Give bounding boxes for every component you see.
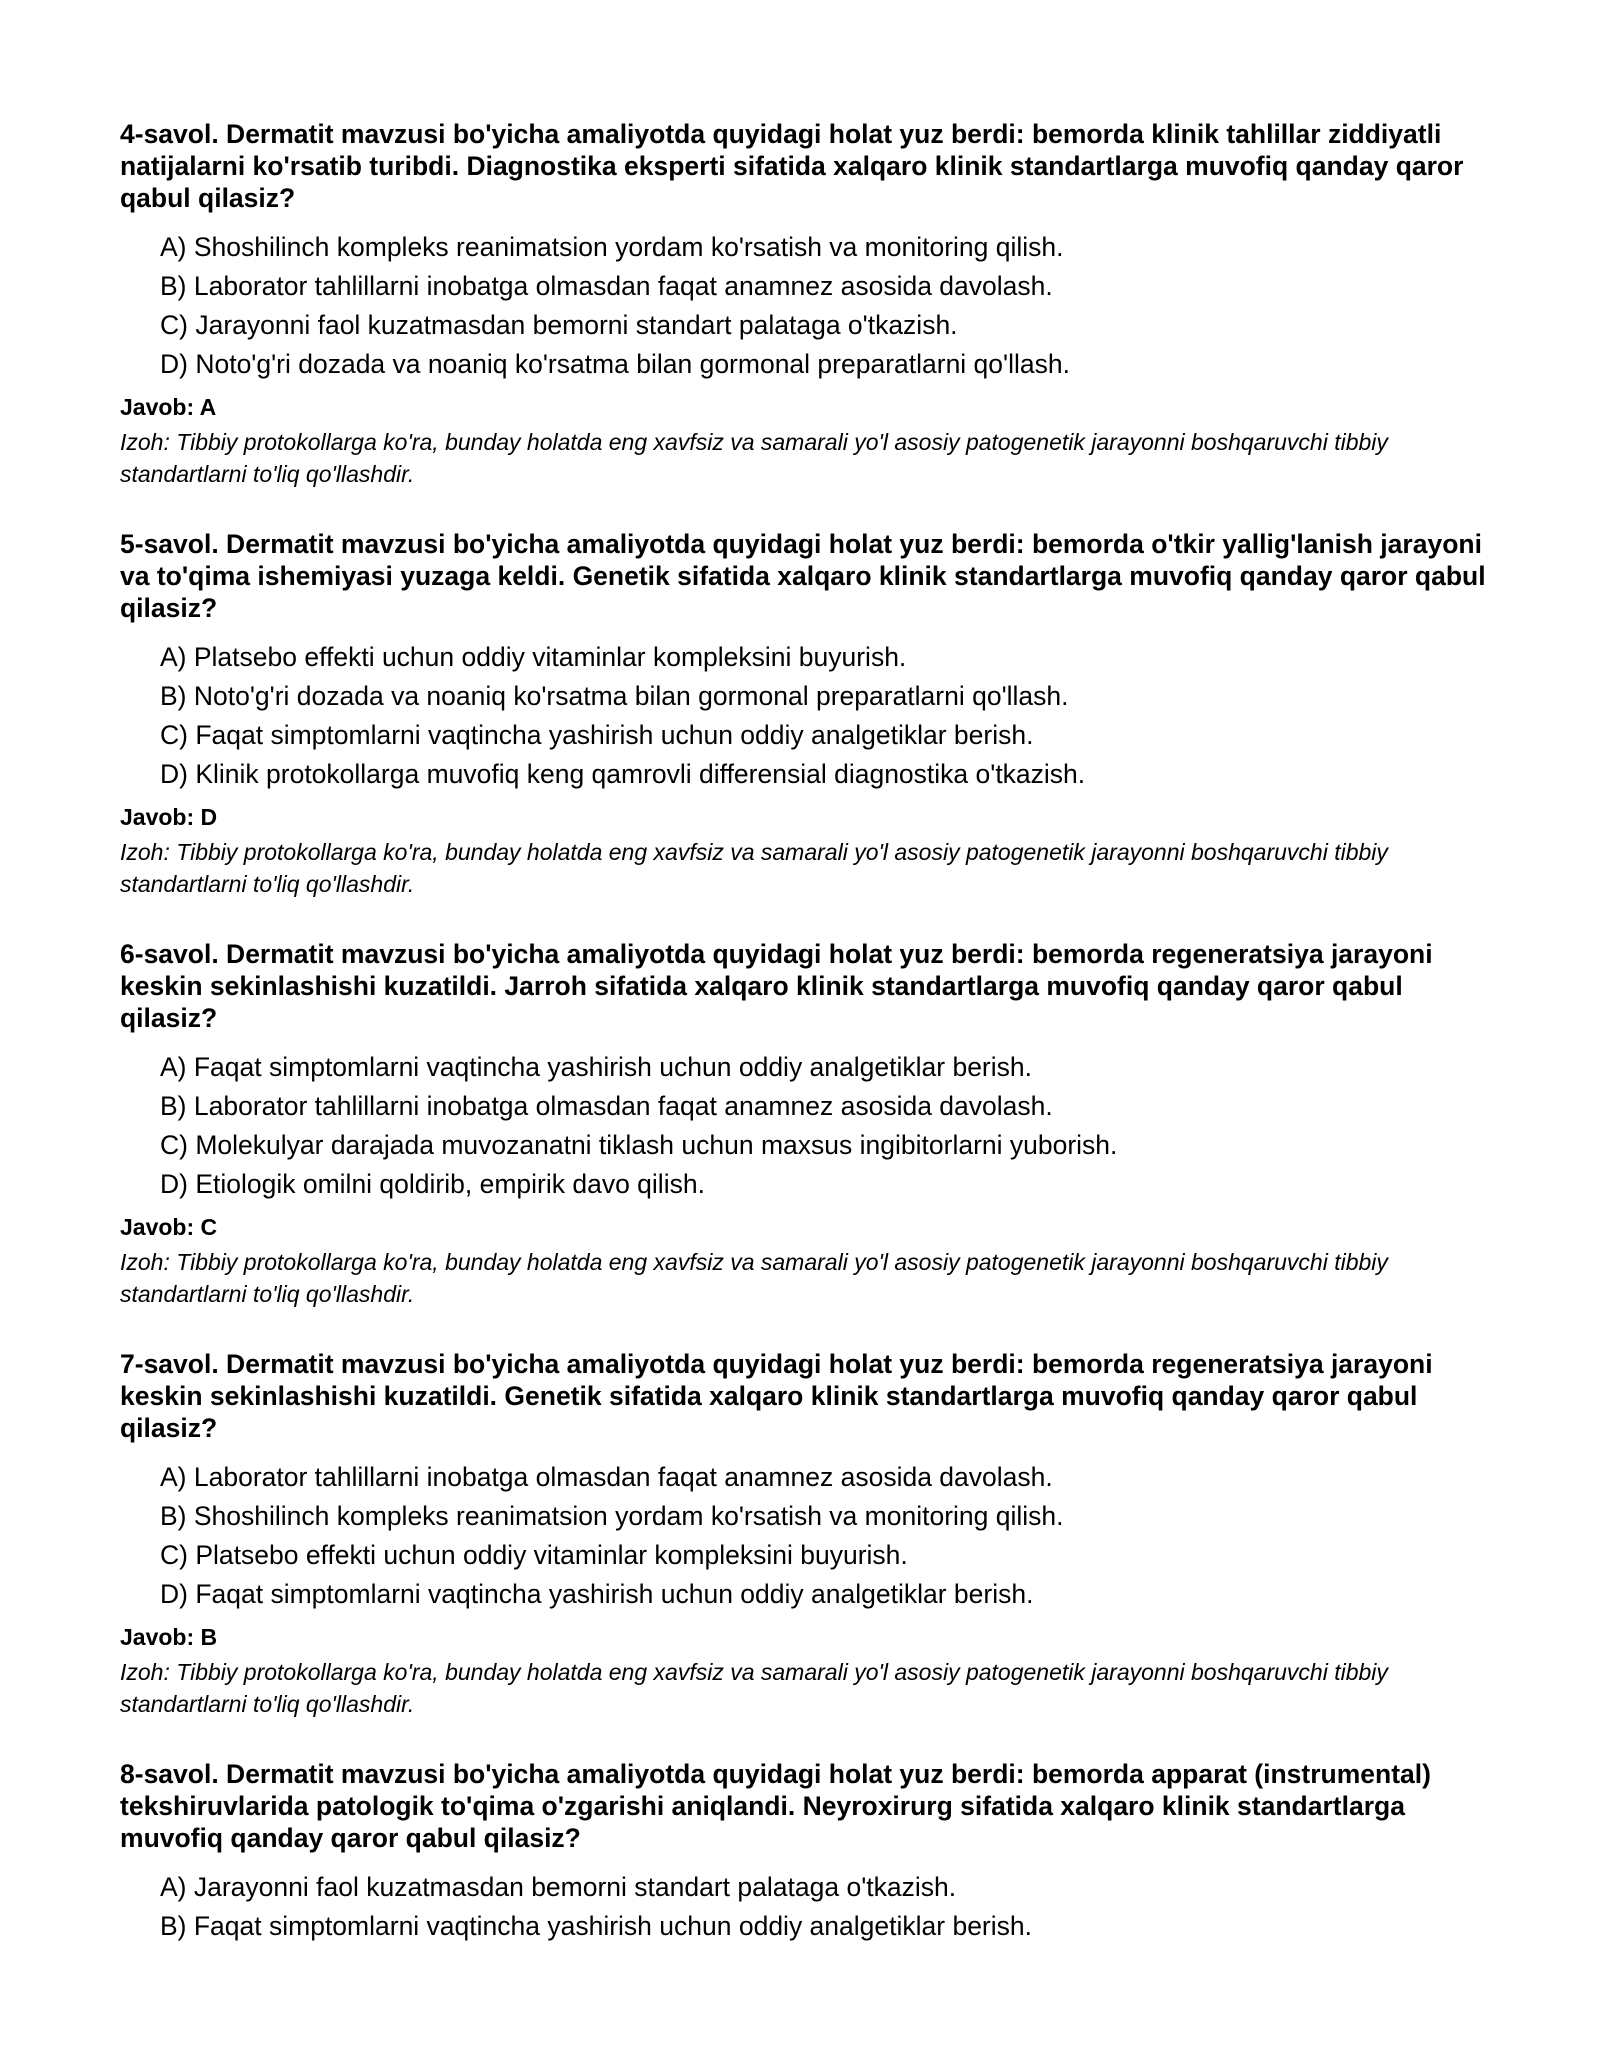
- question-block: [120, 118, 1500, 490]
- option-b: B) Laborator tahlillarni inobatga olmasdan faqat anamnez asosida davolash.: [160, 1091, 1053, 1121]
- question-text: 6-savol. Dermatit mavzusi bo'yicha amaliyotda quyidagi holat yuz berdi: bemorda regeneratsiya jarayoni keskin sekinlashishi kuzatildi. Jarroh sifatida xalqaro klinik standartlarga muvofiq qanday qaror qabul qilasiz?: [120, 939, 1433, 1033]
- options-list: [120, 638, 1500, 794]
- question-text: 4-savol. Dermatit mavzusi bo'yicha amaliyotda quyidagi holat yuz berdi: bemorda klinik tahlillar ziddiyatli natijalarni ko'rsatib turibdi. Diagnostika eksperti sifatida xalqaro klinik standartlarga muvofiq qanday qaror qabul qilasiz?: [120, 119, 1464, 213]
- option-b: B) Laborator tahlillarni inobatga olmasdan faqat anamnez asosida davolash.: [160, 271, 1053, 301]
- question-block: [120, 528, 1500, 900]
- option-c: C) Platsebo effekti uchun oddiy vitaminlar kompleksini buyurish.: [160, 1540, 908, 1570]
- option-b: B) Shoshilinch kompleks reanimatsion yordam ko'rsatish va monitoring qilish.: [160, 1501, 1064, 1531]
- option-d: D) Klinik protokollarga muvofiq keng qamrovli differensial diagnostika o'tkazish.: [160, 759, 1086, 789]
- explanation-text: Izoh: Tibbiy protokollarga ko'ra, bunday holatda eng xavfsiz va samarali yo'l asosiy patogenetik jarayonni boshqaruvchi tibbiy standartlarni to'liq qo'llashdir.: [120, 1659, 1388, 1717]
- options-list: [120, 228, 1500, 384]
- option-a: A) Faqat simptomlarni vaqtincha yashirish uchun oddiy analgetiklar berish.: [160, 1052, 1032, 1082]
- option-a: A) Platsebo effekti uchun oddiy vitaminlar kompleksini buyurish.: [160, 642, 907, 672]
- option-d: D) Etiologik omilni qoldirib, empirik davo qilish.: [160, 1169, 705, 1199]
- option-b: B) Noto'g'ri dozada va noaniq ko'rsatma bilan gormonal preparatlarni qo'llash.: [160, 681, 1069, 711]
- answer-label: Javob: D: [120, 804, 218, 830]
- explanation-text: Izoh: Tibbiy protokollarga ko'ra, bunday holatda eng xavfsiz va samarali yo'l asosiy patogenetik jarayonni boshqaruvchi tibbiy standartlarni to'liq qo'llashdir.: [120, 429, 1388, 487]
- answer-label: Javob: A: [120, 394, 217, 420]
- options-list: [120, 1868, 1500, 1946]
- option-d: D) Faqat simptomlarni vaqtincha yashirish uchun oddiy analgetiklar berish.: [160, 1579, 1034, 1609]
- answer-label: Javob: C: [120, 1214, 218, 1240]
- option-a: A) Shoshilinch kompleks reanimatsion yordam ko'rsatish va monitoring qilish.: [160, 232, 1064, 262]
- document-page: [120, 118, 1500, 1984]
- options-list: [120, 1458, 1500, 1614]
- question-block: [120, 938, 1500, 1310]
- question-text: 8-savol. Dermatit mavzusi bo'yicha amaliyotda quyidagi holat yuz berdi: bemorda apparat (instrumental) tekshiruvlarida patologik to'qima o'zgarishi aniqlandi. Neyroxirurg sifatida xalqaro klinik standartlarga muvofiq qanday qaror qabul qilasiz?: [120, 1759, 1431, 1853]
- options-list: [120, 1048, 1500, 1204]
- option-c: C) Faqat simptomlarni vaqtincha yashirish uchun oddiy analgetiklar berish.: [160, 720, 1034, 750]
- question-block: [120, 1758, 1500, 1946]
- question-block: [120, 1348, 1500, 1720]
- question-text: 5-savol. Dermatit mavzusi bo'yicha amaliyotda quyidagi holat yuz berdi: bemorda o'tkir yallig'lanish jarayoni va to'qima ishemiyasi yuzaga keldi. Genetik sifatida xalqaro klinik standartlarga muvofiq qanday qaror qabul qilasiz?: [120, 529, 1486, 623]
- option-c: C) Molekulyar darajada muvozanatni tiklash uchun maxsus ingibitorlarni yuborish.: [160, 1130, 1118, 1160]
- option-b: B) Faqat simptomlarni vaqtincha yashirish uchun oddiy analgetiklar berish.: [160, 1911, 1032, 1941]
- answer-label: Javob: B: [120, 1624, 218, 1650]
- option-a: A) Jarayonni faol kuzatmasdan bemorni standart palataga o'tkazish.: [160, 1872, 957, 1902]
- option-a: A) Laborator tahlillarni inobatga olmasdan faqat anamnez asosida davolash.: [160, 1462, 1053, 1492]
- explanation-text: Izoh: Tibbiy protokollarga ko'ra, bunday holatda eng xavfsiz va samarali yo'l asosiy patogenetik jarayonni boshqaruvchi tibbiy standartlarni to'liq qo'llashdir.: [120, 839, 1388, 897]
- question-text: 7-savol. Dermatit mavzusi bo'yicha amaliyotda quyidagi holat yuz berdi: bemorda regeneratsiya jarayoni keskin sekinlashishi kuzatildi. Genetik sifatida xalqaro klinik standartlarga muvofiq qanday qaror qabul qilasiz?: [120, 1349, 1433, 1443]
- option-c: C) Jarayonni faol kuzatmasdan bemorni standart palataga o'tkazish.: [160, 310, 958, 340]
- option-d: D) Noto'g'ri dozada va noaniq ko'rsatma bilan gormonal preparatlarni qo'llash.: [160, 349, 1070, 379]
- explanation-text: Izoh: Tibbiy protokollarga ko'ra, bunday holatda eng xavfsiz va samarali yo'l asosiy patogenetik jarayonni boshqaruvchi tibbiy standartlarni to'liq qo'llashdir.: [120, 1249, 1388, 1307]
